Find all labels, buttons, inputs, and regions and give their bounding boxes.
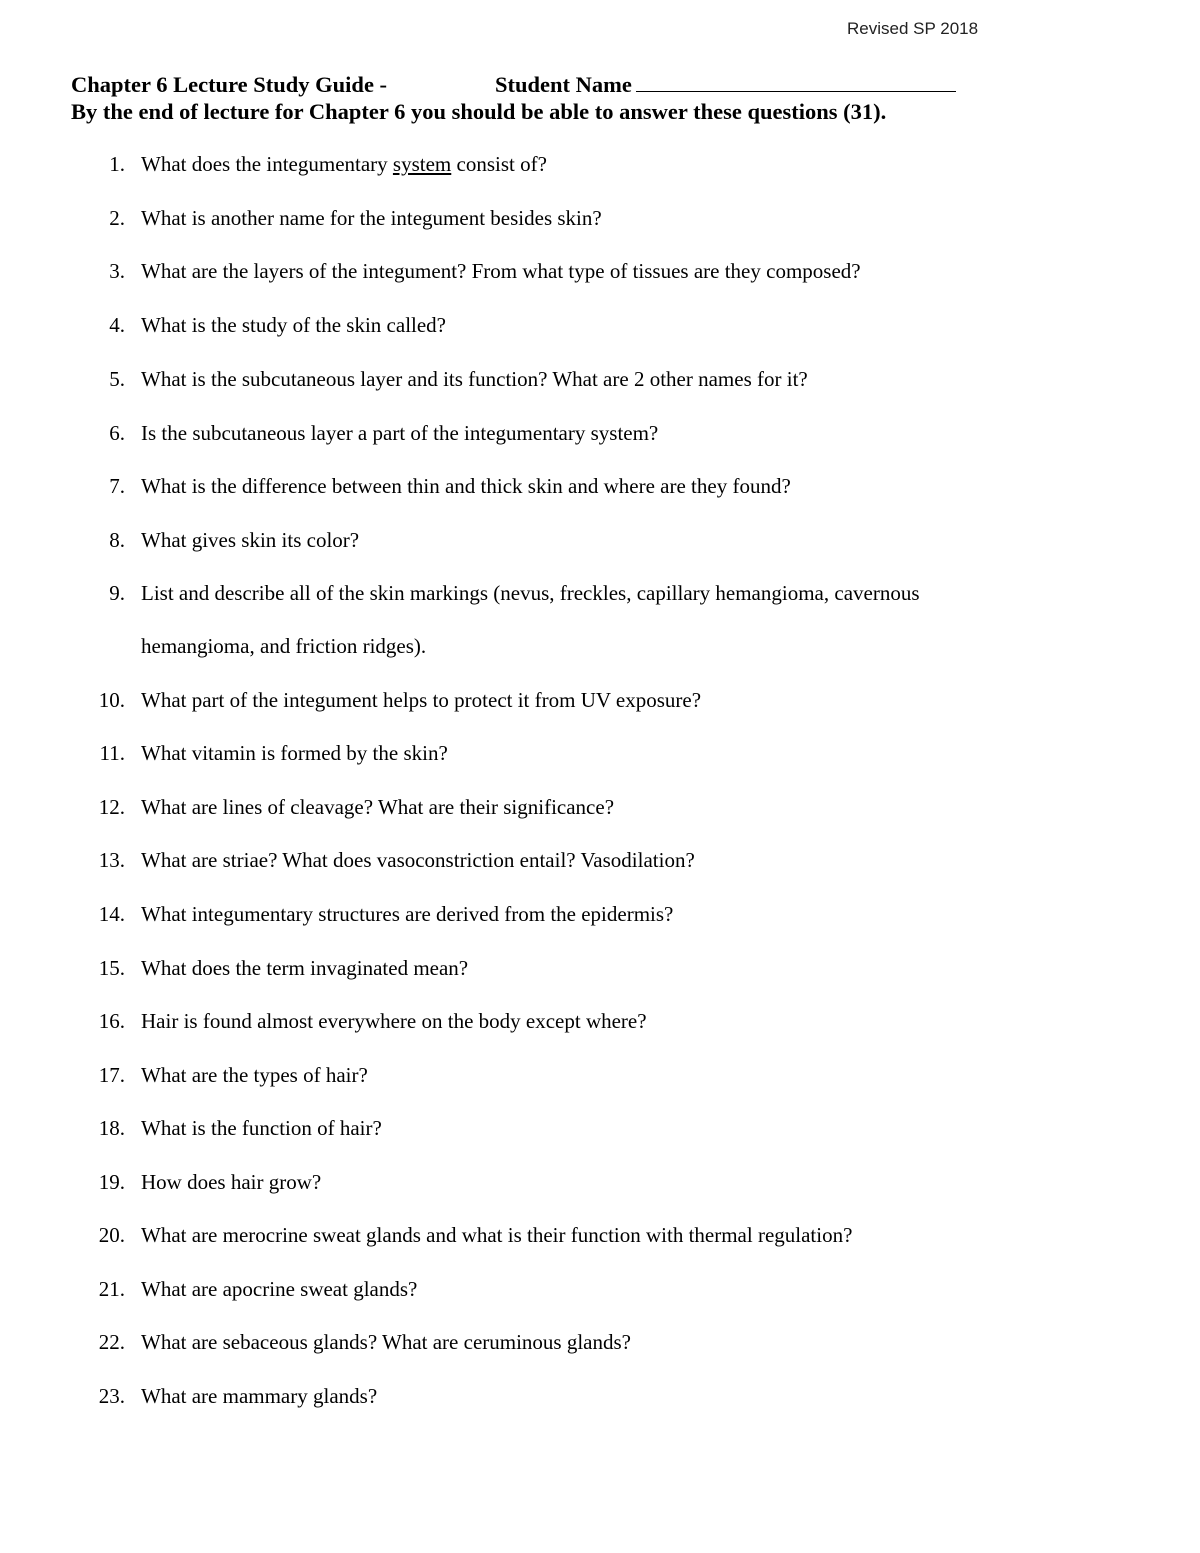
question-number: 2. bbox=[109, 206, 125, 230]
document-title: Chapter 6 Lecture Study Guide - bbox=[71, 72, 388, 97]
question-number: 23. bbox=[98, 1384, 125, 1408]
question-text: What are lines of cleavage? What are their significance? bbox=[141, 795, 615, 819]
question-number: 21. bbox=[98, 1277, 125, 1301]
document-subtitle: By the end of lecture for Chapter 6 you should be able to answer these questions (31). bbox=[71, 99, 887, 124]
question-text: What is the difference between thin and thick skin and where are they found? bbox=[141, 474, 791, 498]
question-text: What does the term invaginated mean? bbox=[141, 956, 469, 980]
question-number: 6. bbox=[109, 421, 125, 445]
question-number: 7. bbox=[109, 474, 125, 498]
question-number: 14. bbox=[98, 902, 125, 926]
question-text: Hair is found almost everywhere on the body except where? bbox=[141, 1009, 647, 1033]
question-text: What are mammary glands? bbox=[141, 1384, 378, 1408]
question-text: How does hair grow? bbox=[141, 1170, 322, 1194]
question-text-part: consist of? bbox=[451, 152, 547, 176]
question-number: 5. bbox=[109, 367, 125, 391]
question-text: What are striae? What does vasoconstriction entail? Vasodilation? bbox=[141, 848, 695, 872]
question-text: What are sebaceous glands? What are ceruminous glands? bbox=[141, 1330, 631, 1354]
question-number: 16. bbox=[98, 1009, 125, 1033]
question-text: What is the function of hair? bbox=[141, 1116, 382, 1140]
question-text: List and describe all of the skin markings (nevus, freckles, capillary hemangioma, cavernous bbox=[141, 581, 920, 605]
question-text: What is another name for the integument besides skin? bbox=[141, 206, 602, 230]
question-text: What vitamin is formed by the skin? bbox=[141, 741, 448, 765]
question-number: 20. bbox=[98, 1223, 125, 1247]
question-number: 10. bbox=[98, 688, 125, 712]
question-text: What is the subcutaneous layer and its function? What are 2 other names for it? bbox=[141, 367, 808, 391]
question-text: Is the subcutaneous layer a part of the integumentary system? bbox=[141, 421, 659, 445]
question-text: What part of the integument helps to protect it from UV exposure? bbox=[141, 688, 702, 712]
question-number: 11. bbox=[99, 741, 125, 765]
question-text: What integumentary structures are derived from the epidermis? bbox=[141, 902, 674, 926]
underlined-word: system bbox=[392, 152, 452, 176]
question-number: 1. bbox=[109, 152, 125, 176]
question-text: What are the types of hair? bbox=[141, 1063, 368, 1087]
question-text: What are the layers of the integument? From what type of tissues are they composed? bbox=[141, 259, 861, 283]
question-number: 19. bbox=[98, 1170, 125, 1194]
question-number: 22. bbox=[98, 1330, 125, 1354]
question-text: What is the study of the skin called? bbox=[141, 313, 447, 337]
question-number: 18. bbox=[98, 1116, 125, 1140]
question-number: 13. bbox=[98, 848, 125, 872]
question-text-part: What does the integumentary bbox=[141, 152, 393, 176]
question-text: What gives skin its color? bbox=[141, 528, 360, 552]
question-number: 15. bbox=[98, 956, 125, 980]
question-number: 9. bbox=[109, 581, 125, 605]
question-text-continued: hemangioma, and friction ridges). bbox=[141, 634, 427, 658]
question-text bbox=[141, 151, 547, 178]
question-number: 12. bbox=[98, 795, 125, 819]
question-number: 17. bbox=[98, 1063, 125, 1087]
question-number: 4. bbox=[109, 313, 125, 337]
question-text: What are apocrine sweat glands? bbox=[141, 1277, 418, 1301]
question-number: 3. bbox=[109, 259, 125, 283]
question-number: 8. bbox=[109, 528, 125, 552]
student-name-label: Student Name bbox=[495, 72, 632, 97]
revision-note: Revised SP 2018 bbox=[847, 19, 979, 38]
question-text: What are merocrine sweat glands and what is their function with thermal regulation? bbox=[141, 1223, 853, 1247]
